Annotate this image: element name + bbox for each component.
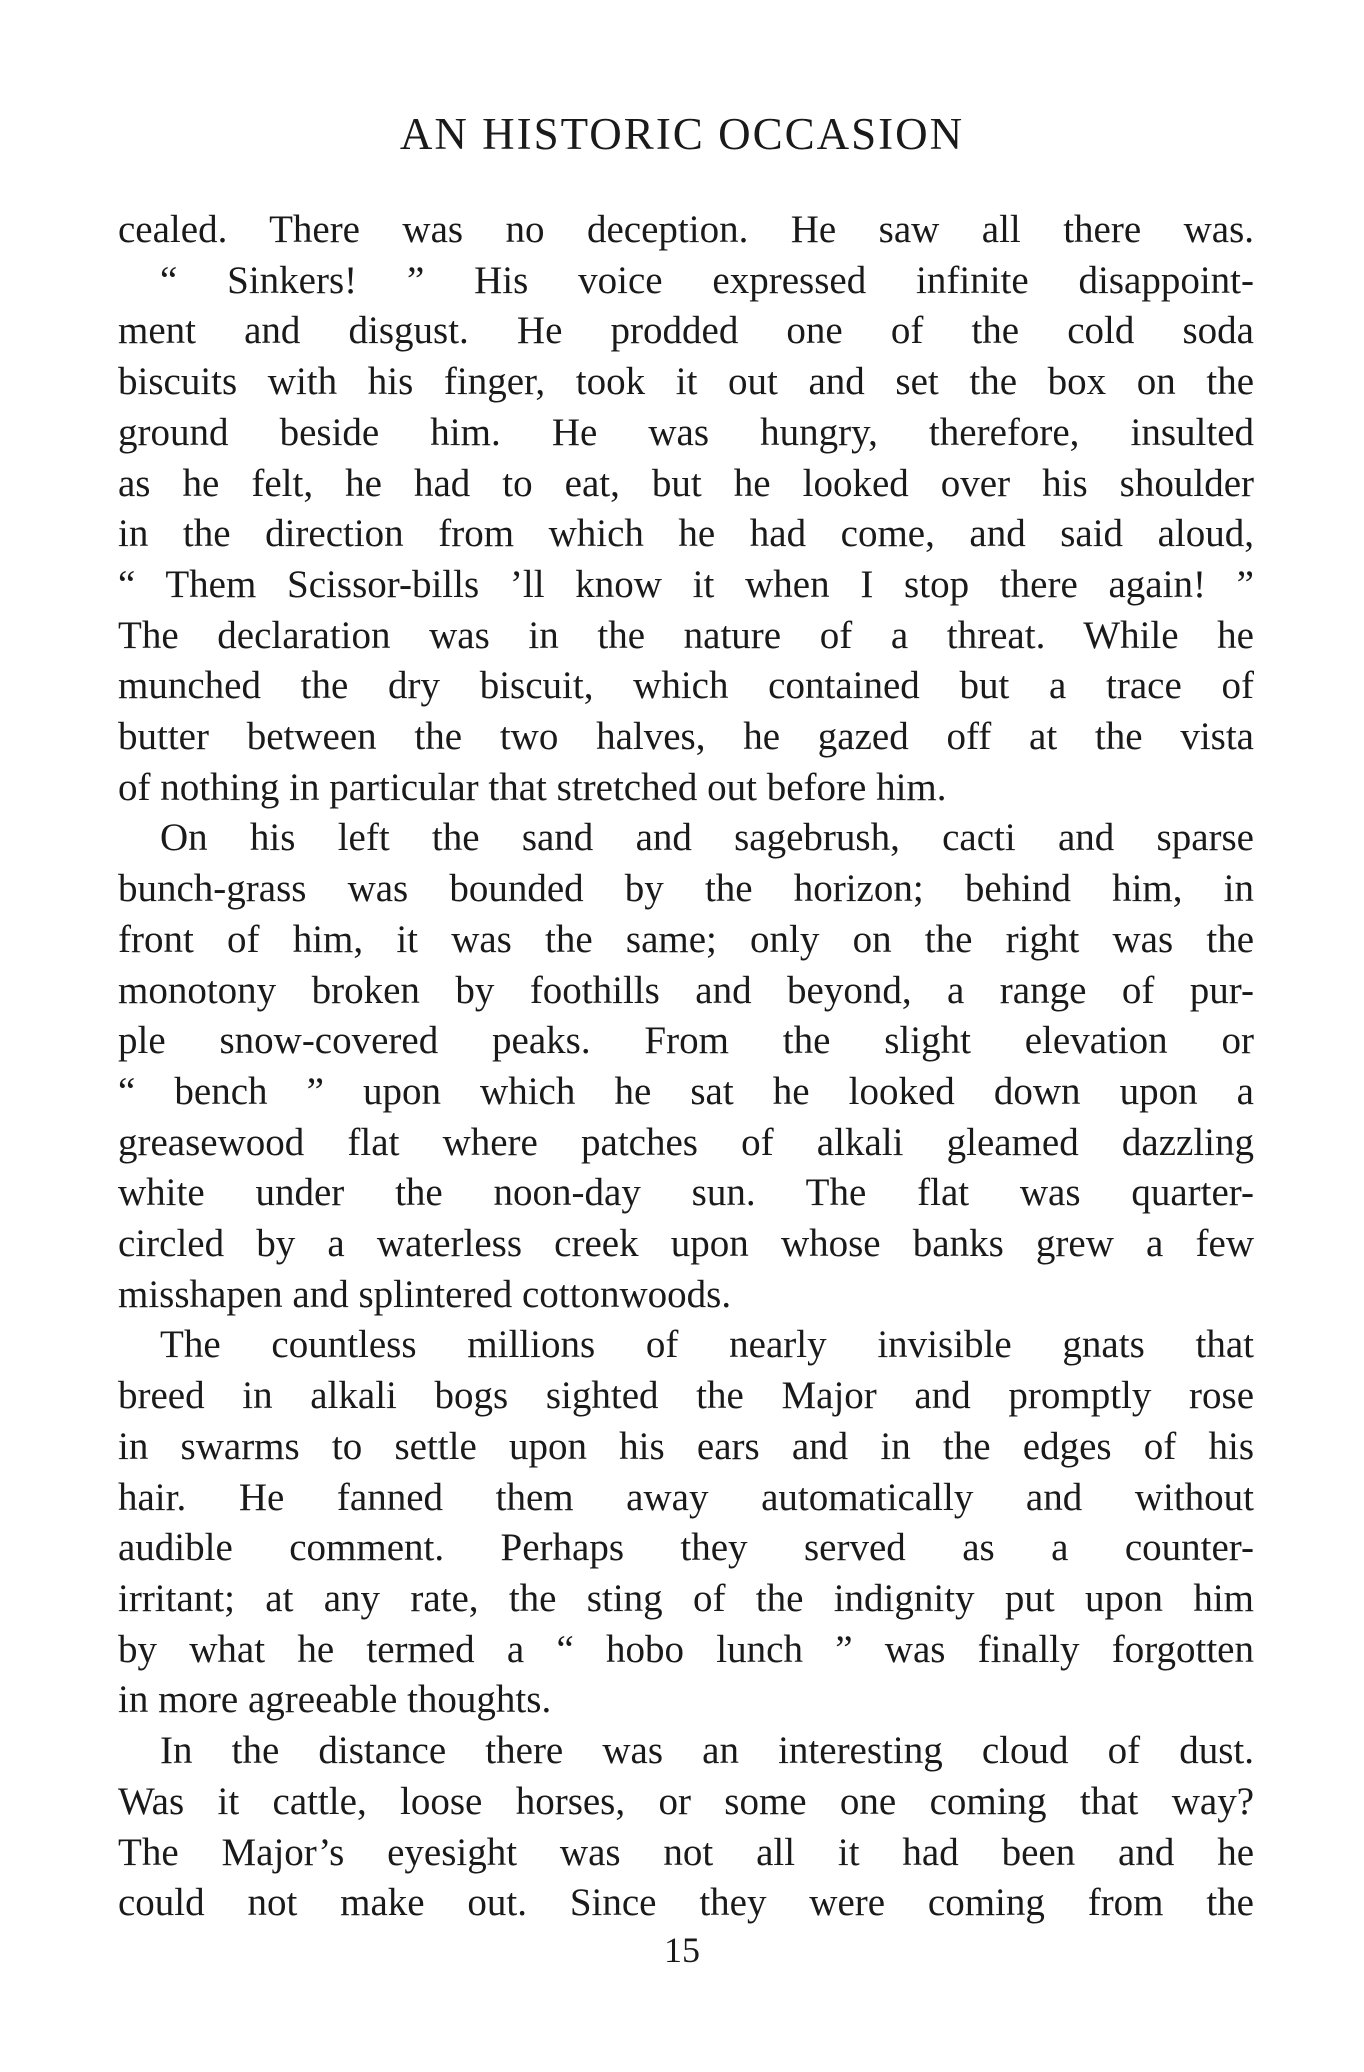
text-line: misshapen and splintered cottonwoods. bbox=[118, 1272, 732, 1316]
text-line: in swarms to settle upon his ears and in the edges of his bbox=[118, 1424, 1254, 1468]
text-line: circled by a waterless creek upon whose banks grew a few bbox=[118, 1222, 1254, 1266]
text-line: biscuits with his finger, took it out and set the box on the bbox=[118, 360, 1254, 404]
text-line: front of him, it was the same; only on the right was the bbox=[118, 917, 1254, 961]
text-line: The Major’s eyesight was not all it had been and he bbox=[118, 1830, 1254, 1874]
text-line: hair. He fanned them away automatically and without bbox=[118, 1475, 1254, 1519]
text-line: in more agreeable thoughts. bbox=[118, 1678, 552, 1722]
text-line: Was it cattle, loose horses, or some one coming that way? bbox=[118, 1779, 1254, 1823]
text-line: breed in alkali bogs sighted the Major and promptly rose bbox=[118, 1374, 1254, 1418]
text-line: of nothing in particular that stretched out before him. bbox=[118, 765, 947, 809]
text-line: as he felt, he had to eat, but he looked over his shoulder bbox=[118, 461, 1254, 505]
page-number: 15 bbox=[664, 1930, 700, 1970]
text-line: In the distance there was an interesting cloud of dust. bbox=[160, 1729, 1254, 1773]
text-line: could not make out. Since they were coming from the bbox=[118, 1881, 1254, 1925]
text-line: monotony broken by foothills and beyond, a range of pur- bbox=[118, 968, 1254, 1012]
text-line: audible comment. Perhaps they served as a counter- bbox=[118, 1526, 1254, 1570]
text-line: “ bench ” upon which he sat he looked down upon a bbox=[118, 1069, 1254, 1113]
text-line: cealed. There was no deception. He saw all there was. bbox=[118, 208, 1254, 251]
body-text bbox=[118, 205, 1254, 1929]
text-line: The declaration was in the nature of a threat. While he bbox=[118, 613, 1254, 657]
text-line: ment and disgust. He prodded one of the cold soda bbox=[118, 309, 1254, 353]
text-line: ground beside him. He was hungry, therefore, insulted bbox=[118, 410, 1254, 454]
text-line: ple snow-covered peaks. From the slight elevation or bbox=[118, 1019, 1254, 1063]
text-line: “ Sinkers! ” His voice expressed infinite disappoint- bbox=[160, 258, 1254, 302]
text-line: in the direction from which he had come, and said aloud, bbox=[118, 512, 1254, 556]
text-line: bunch-grass was bounded by the horizon; behind him, in bbox=[118, 867, 1254, 911]
text-line: greasewood flat where patches of alkali gleamed dazzling bbox=[118, 1120, 1254, 1164]
text-line: The countless millions of nearly invisible gnats that bbox=[160, 1323, 1254, 1367]
text-line: by what he termed a “ hobo lunch ” was finally forgotten bbox=[118, 1627, 1254, 1671]
text-line: butter between the two halves, he gazed off at the vista bbox=[118, 715, 1254, 759]
text-line: “ Them Scissor-bills ’ll know it when I stop there again! ” bbox=[118, 562, 1254, 606]
running-head: AN HISTORIC OCCASION bbox=[399, 109, 965, 159]
text-line: white under the noon-day sun. The flat was quarter- bbox=[118, 1171, 1254, 1215]
text-line: irritant; at any rate, the sting of the indignity put upon him bbox=[118, 1576, 1254, 1620]
text-line: munched the dry biscuit, which contained but a trace of bbox=[118, 664, 1254, 708]
text-line: On his left the sand and sagebrush, cacti and sparse bbox=[160, 816, 1254, 860]
